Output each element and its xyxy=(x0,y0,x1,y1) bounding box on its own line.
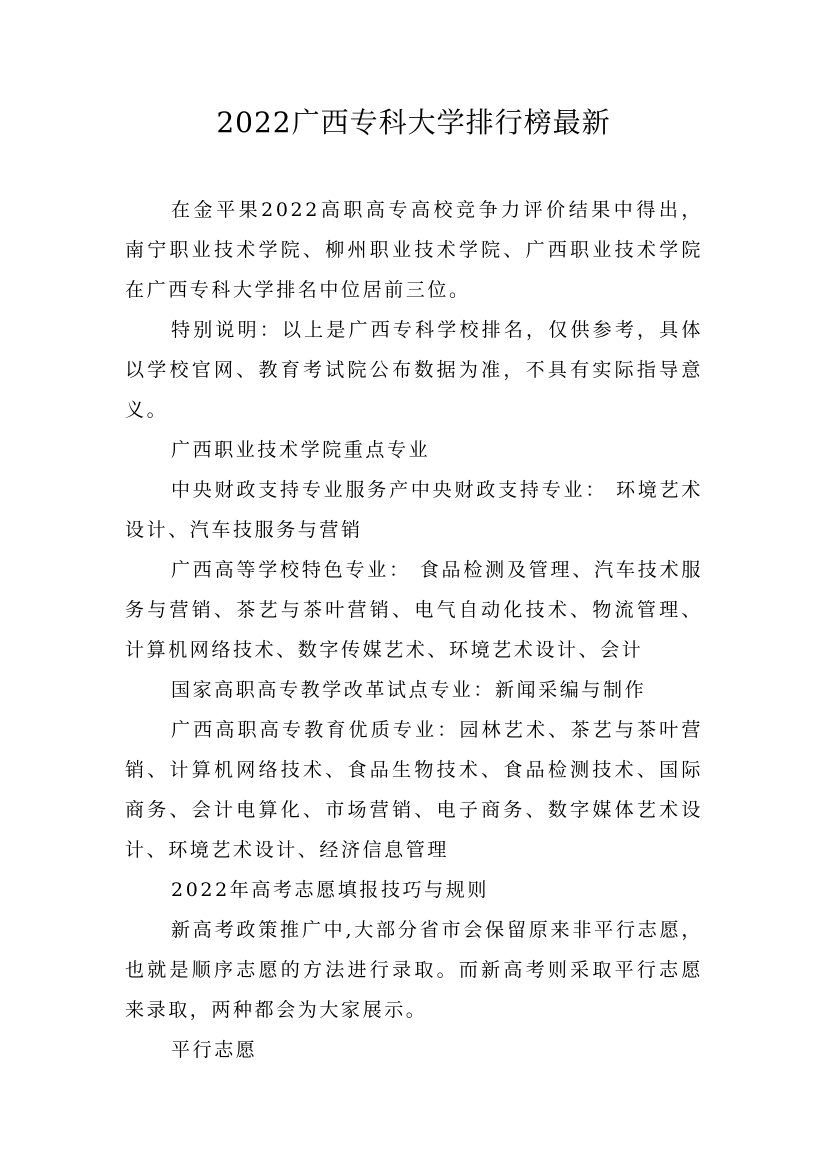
paragraph-quality-majors: 广西高职高专教育优质专业：园林艺术、茶艺与茶叶营销、计算机网络技术、食品生物技术、食品检测技术、国际商务、会计电算化、市场营销、电子商务、数字媒体艺术设计、环境艺术设计、经济信息管理 xyxy=(125,719,703,861)
paragraph-guangxi-featured-majors: 广西高等学校特色专业： 食品检测及管理、汽车技术服务与营销、茶艺与茶叶营销、电气自动化技术、物流管理、计算机网络技术、数字传媒艺术、环境艺术设计、会计 xyxy=(125,559,703,661)
document-title: 2022广西专科大学排行榜最新 xyxy=(216,106,611,139)
section-heading-parallel-application: 平行志愿 xyxy=(171,1039,258,1061)
document-body xyxy=(125,190,703,1070)
paragraph-special-note: 特别说明：以上是广西专科学校排名，仅供参考，具体以学校官网、教育考试院公布数据为准，不具有实际指导意义。 xyxy=(125,319,703,421)
paragraph-ranking-result: 在金平果2022高职高专高校竞争力评价结果中得出，南宁职业技术学院、柳州职业技术学院、广西职业技术学院在广西专科大学排名中位居前三位。 xyxy=(125,199,703,301)
paragraph-teaching-reform-majors: 国家高职高专教学改革试点专业：新闻采编与制作 xyxy=(171,679,647,701)
paragraph-central-finance-majors: 中央财政支持专业服务产中央财政支持专业： 环境艺术设计、汽车技服务与营销 xyxy=(125,479,703,541)
paragraph-new-gaokao-policy: 新高考政策推广中,大部分省市会保留原来非平行志愿，也就是顺序志愿的方法进行录取。而新高考则采取平行志愿来录取，两种都会为大家展示。 xyxy=(125,919,703,1021)
section-heading-application-tips: 2022年高考志愿填报技巧与规则 xyxy=(171,879,489,901)
section-heading-key-majors: 广西职业技术学院重点专业 xyxy=(171,439,431,461)
